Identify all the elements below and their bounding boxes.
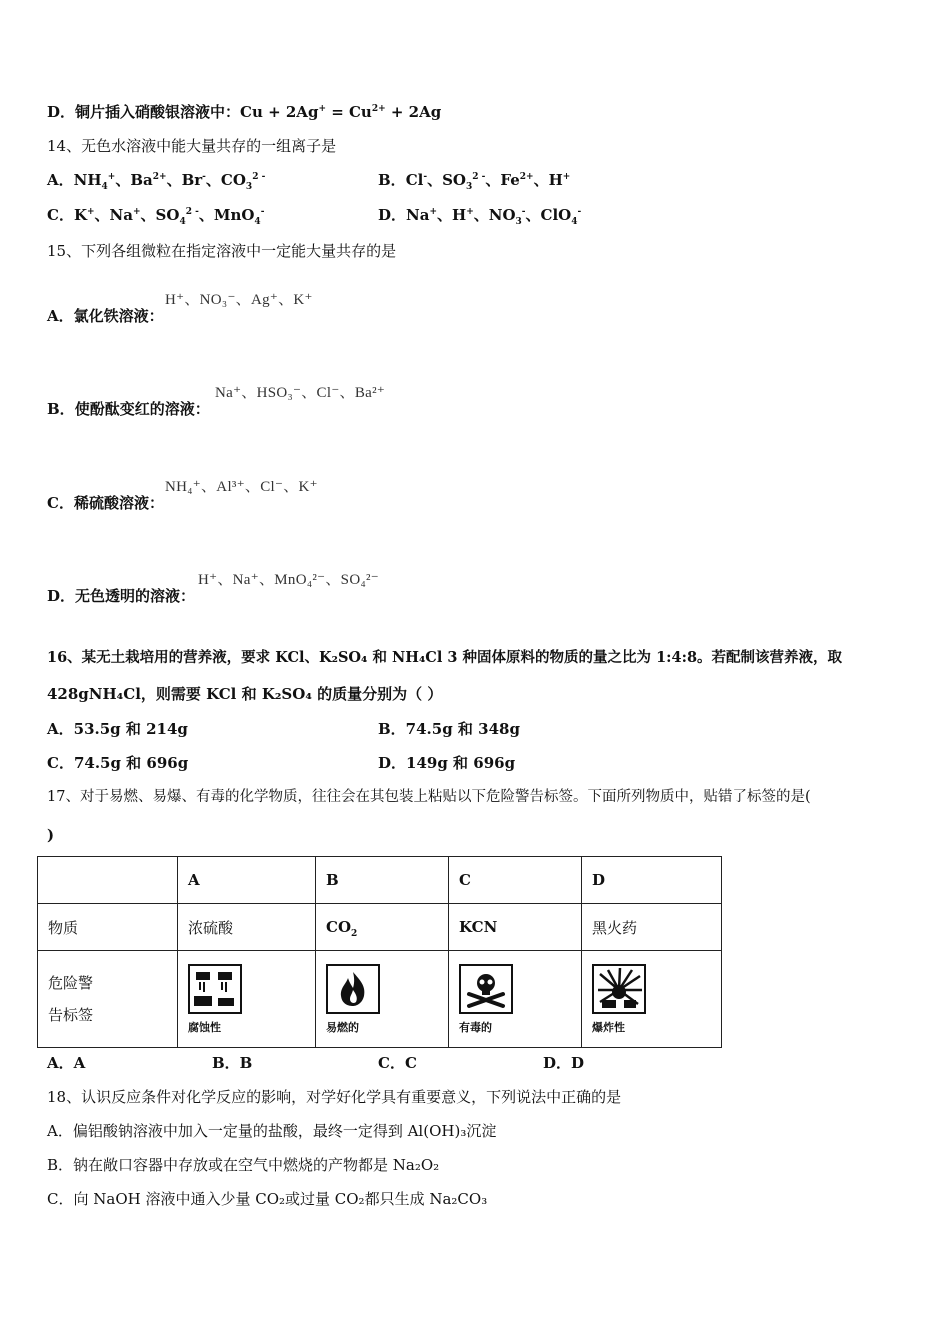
table-cell <box>449 951 582 1048</box>
q15-c-formula: NH₄⁺、Al³⁺、Cl⁻、K⁺ <box>165 479 318 495</box>
table-cell: 物质 <box>38 904 178 951</box>
q18-option-c[interactable]: C．向 NaOH 溶液中通入少量 CO₂或过量 CO₂都只生成 Na₂CO₃ <box>47 1190 488 1208</box>
table-header-cell: A <box>178 857 316 904</box>
q17-option-b[interactable]: B．B <box>212 1054 253 1072</box>
q17-option-a[interactable]: A．A <box>47 1054 86 1072</box>
q14-option-a[interactable]: A．$NH_4^+$、$Ba^{2+}$、Br-、$CO_3^{2 -}$ <box>47 171 266 192</box>
q14-option-c[interactable]: C．K+、Na+、$SO_4^{2 -}$、MnO$_4$- <box>47 206 265 227</box>
q16-option-a[interactable]: A．53.5g 和 214g <box>47 720 188 738</box>
q14-option-b[interactable]: B．Cl-、$SO_3^{2 -}$、$Fe^{2+}$、H+ <box>378 171 571 192</box>
table-cell <box>178 951 316 1048</box>
table-cell <box>582 951 722 1048</box>
toxic-label: 有毒的 <box>459 1020 492 1034</box>
q15-d-formula: H⁺、Na⁺、MnO₄²⁻、SO₄²⁻ <box>198 572 379 588</box>
table-row <box>38 904 722 951</box>
q17-option-c[interactable]: C．C <box>378 1054 417 1072</box>
q18-stem: 18、认识反应条件对化学反应的影响，对学好化学具有重要意义，下列说法中正确的是 <box>47 1088 622 1106</box>
q17-stem-line1: 17、对于易燃、易爆、有毒的化学物质，往往会在其包装上粘贴以下危险警告标签。下面所列物质中，贴错了标签的是( <box>47 789 811 805</box>
table-row <box>38 951 722 1048</box>
table-header-cell: D <box>582 857 722 904</box>
corrosive-sign-icon <box>188 964 242 1014</box>
table-header-cell: C <box>449 857 582 904</box>
hazard-table <box>37 856 722 1048</box>
table-cell: 黑火药 <box>582 904 722 951</box>
q15-option-a[interactable]: A．氯化铁溶液： <box>47 307 164 325</box>
q14-option-d[interactable]: D．Na+、H+、$NO_3^-$、ClO$_4$- <box>378 206 582 227</box>
explosive-sign-icon <box>592 964 646 1014</box>
table-cell: $CO_2$ <box>316 904 449 951</box>
table-cell <box>316 951 449 1048</box>
table-cell: 浓硫酸 <box>178 904 316 951</box>
q16-stem-line1: 16、某无土栽培用的营养液，要求 KCl、K₂SO₄ 和 NH₄Cl 3 种固体原料的物质的量之比为 1:4:8。若配制该营养液，取 <box>47 649 843 666</box>
toxic-sign-icon <box>459 964 513 1014</box>
q15-stem: 15、下列各组微粒在指定溶液中一定能大量共存的是 <box>47 242 397 260</box>
explosive-label: 爆炸性 <box>592 1020 625 1034</box>
q13-option-d: D．铜片插入硝酸银溶液中：$Cu + 2Ag^+ = Cu^{2+} + 2Ag$ <box>47 103 442 121</box>
q15-a-formula: H⁺、NO₃⁻、Ag⁺、K⁺ <box>165 292 313 308</box>
q17-stem-line2: ) <box>47 826 55 844</box>
q17-option-d[interactable]: D．D <box>543 1054 585 1072</box>
q14-stem: 14、无色水溶液中能大量共存的一组离子是 <box>47 137 337 155</box>
q16-option-c[interactable]: C．74.5g 和 696g <box>47 754 189 772</box>
q15-option-d[interactable]: D．无色透明的溶液： <box>47 587 196 605</box>
flammable-sign-icon <box>326 964 380 1014</box>
table-header-row <box>38 857 722 904</box>
q16-option-d[interactable]: D．149g 和 696g <box>378 754 516 772</box>
q15-option-c[interactable]: C．稀硫酸溶液： <box>47 494 164 512</box>
q16-option-b[interactable]: B．74.5g 和 348g <box>378 720 520 738</box>
table-cell: 危险警 告标签 <box>38 951 178 1048</box>
q18-option-a[interactable]: A．偏铝酸钠溶液中加入一定量的盐酸，最终一定得到 Al(OH)₃沉淀 <box>47 1122 497 1140</box>
corrosive-label: 腐蚀性 <box>188 1020 221 1034</box>
table-cell: KCN <box>449 904 582 951</box>
table-header-cell <box>38 857 178 904</box>
flammable-label: 易燃的 <box>326 1020 359 1034</box>
q15-option-b[interactable]: B．使酚酞变红的溶液： <box>47 400 210 418</box>
q15-b-formula: Na⁺、HSO₃⁻、Cl⁻、Ba²⁺ <box>215 385 386 401</box>
q16-stem-line2: 428gNH₄Cl，则需要 KCl 和 K₂SO₄ 的质量分别为（ ） <box>47 685 443 703</box>
table-header-cell: B <box>316 857 449 904</box>
q18-option-b[interactable]: B．钠在敞口容器中存放或在空气中燃烧的产物都是 Na₂O₂ <box>47 1156 440 1174</box>
